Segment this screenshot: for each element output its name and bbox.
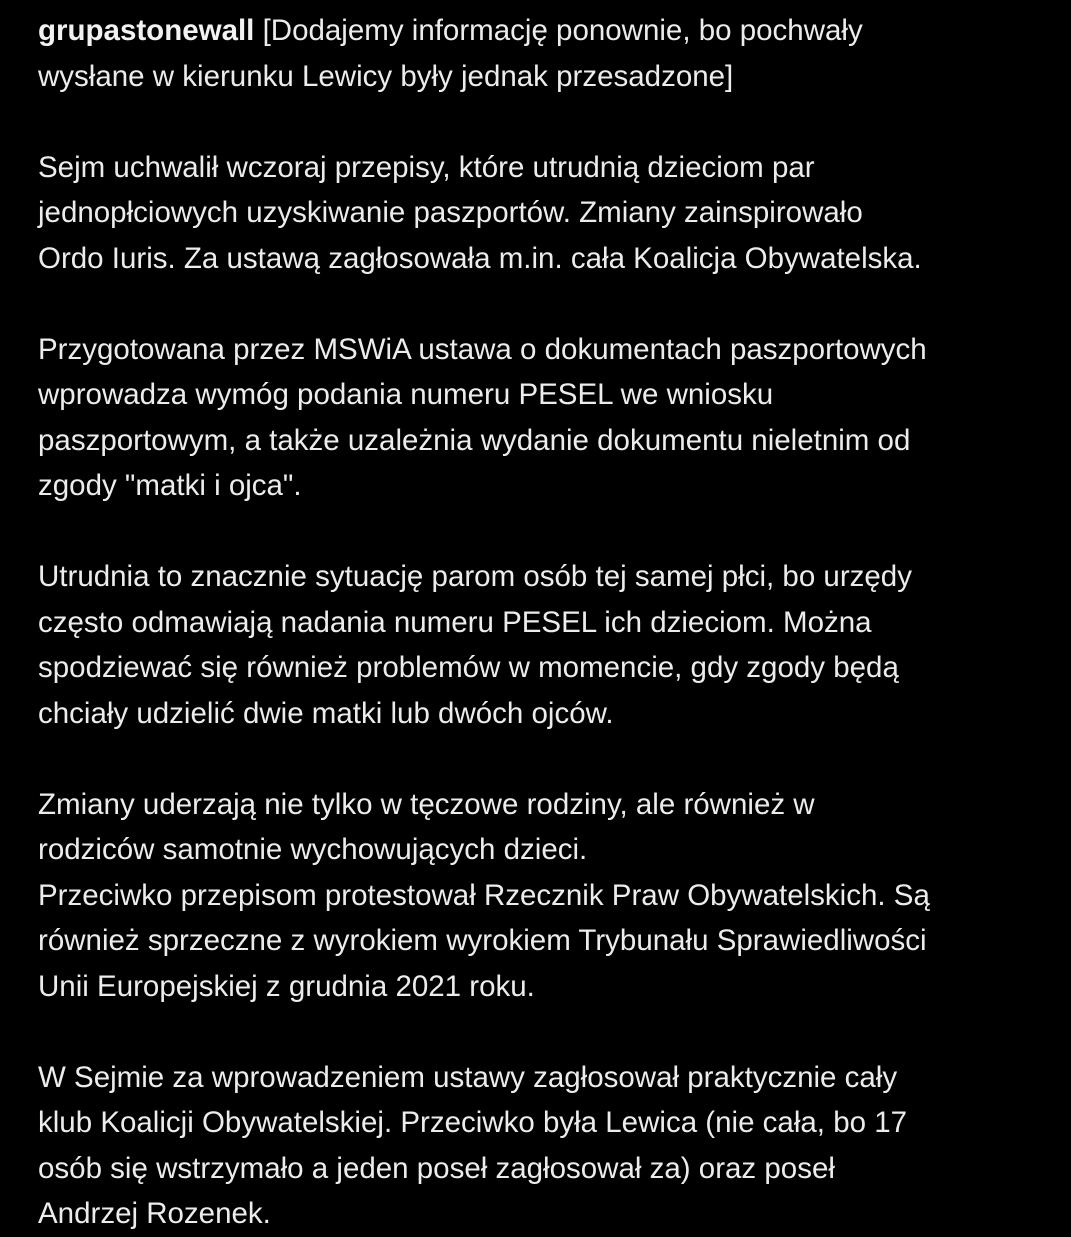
caption-intro-text: [Dodajemy informację ponownie, bo pochwały wysłane w kierunku Lewicy były jednak przesadzone] bbox=[38, 14, 863, 93]
post-caption bbox=[38, 8, 1038, 1237]
caption-paragraph: Utrudnia to znacznie sytuację parom osób tej samej płci, bo urzędy często odmawiają nadania numeru PESEL ich dzieciom. Można spodziewać się również problemów w momencie, gdy zgody będą chciały udzielić dwie matki lub dwóch ojców. bbox=[38, 560, 912, 730]
caption-paragraph: Sejm uchwalił wczoraj przepisy, które utrudnią dzieciom par jednopłciowych uzyskiwanie paszportów. Zmiany zainspirowało Ordo Iuris. Za ustawą zagłosowała m.in. cała Koalicja Obywatelska. bbox=[38, 150, 922, 275]
caption-paragraph: Przygotowana przez MSWiA ustawa o dokumentach paszportowych wprowadza wymóg podania numeru PESEL we wniosku paszportowym, a także uzależnia wydanie dokumentu nieletnim od zgody "matki i ojca". bbox=[38, 332, 927, 502]
caption-first-paragraph bbox=[38, 8, 1038, 99]
username-link[interactable]: grupastonewall bbox=[38, 14, 255, 47]
caption-paragraph: Zmiany uderzają nie tylko w tęczowe rodziny, ale również w rodziców samotnie wychowujących dzieci. Przeciwko przepisom protestował Rzecznik Praw Obywatelskich. Są również sprzeczne z wyrokiem wyrokiem Trybunału Sprawiedliwości Unii Europejskiej z grudnia 2021 roku. bbox=[38, 787, 930, 1003]
caption-paragraph: W Sejmie za wprowadzeniem ustawy zagłosował praktycznie cały klub Koalicji Obywatelskiej. Przeciwko była Lewica (nie cała, bo 17 osób się wstrzymało a jeden poseł zagłosował za) oraz poseł Andrzej Rozenek. bbox=[38, 1060, 908, 1230]
